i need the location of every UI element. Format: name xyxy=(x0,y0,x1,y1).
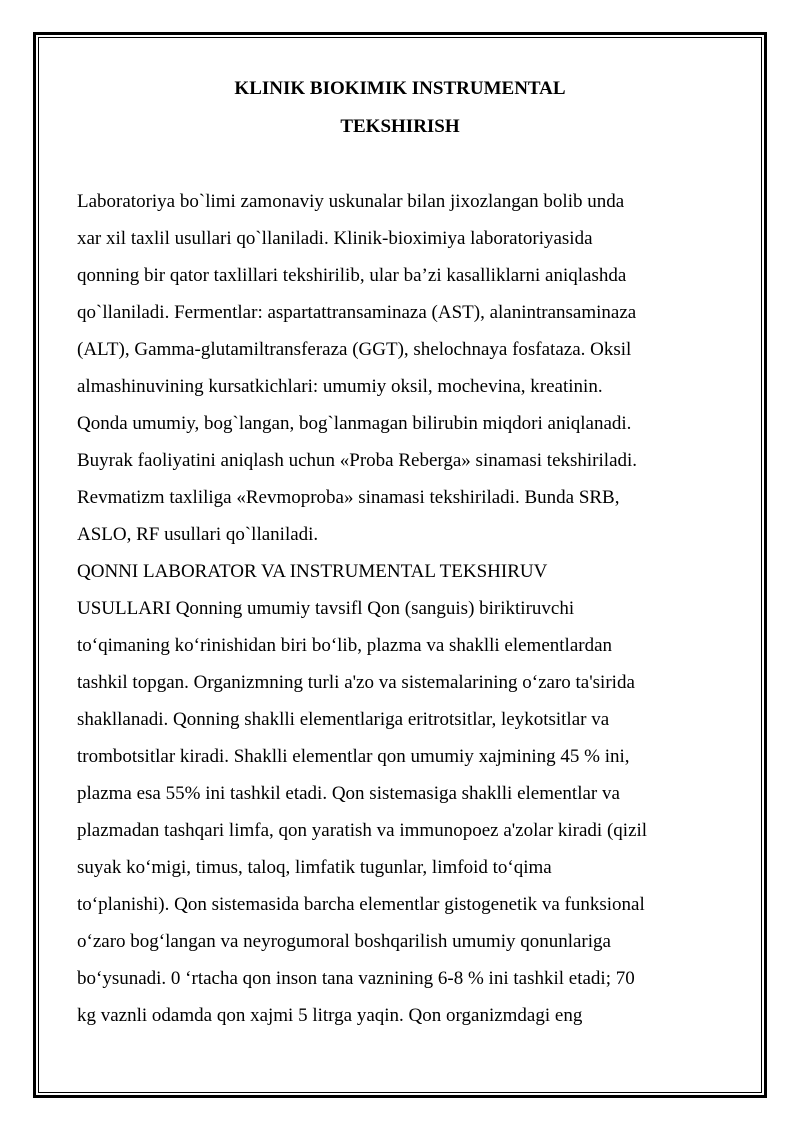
body-line: o‘zaro bog‘langan va neyrogumoral boshqarilish umumiy qonunlariga xyxy=(77,931,611,952)
body-line: plazmadan tashqari limfa, qon yaratish va immunopoez a'zolar kiradi (qizil xyxy=(77,820,648,841)
body-line: Buyrak faoliyatini aniqlash uchun «Proba Reberga» sinamasi tekshiriladi. xyxy=(77,450,638,471)
body-line: USULLARI Qonning umumiy tavsifl Qon (sanguis) biriktiruvchi xyxy=(77,598,575,619)
body-line: trombotsitlar kiradi. Shaklli elementlar qon umumiy xajmining 45 % ini, xyxy=(77,746,630,767)
document-title-line-2: TEKSHIRISH xyxy=(340,116,460,137)
body-line: Qonda umumiy, bog`langan, bog`lanmagan bilirubin miqdori aniqlanadi. xyxy=(77,413,632,434)
body-line: Revmatizm taxliliga «Revmoproba» sinamasi tekshiriladi. Bunda SRB, xyxy=(77,487,620,508)
document-body xyxy=(77,183,737,1034)
body-line: qo`llaniladi. Fermentlar: aspartattransaminaza (AST), alanintransaminaza xyxy=(77,302,637,323)
body-line: to‘qimaning ko‘rinishidan biri bo‘lib, plazma va shaklli elementlardan xyxy=(77,635,613,656)
body-line: qonning bir qator taxlillari tekshirilib, ular ba’zi kasalliklarni aniqlashda xyxy=(77,265,627,286)
body-line: almashinuvining kursatkichlari: umumiy oksil, mochevina, kreatinin. xyxy=(77,376,603,397)
body-line: bo‘ysunadi. 0 ‘rtacha qon inson tana vaznining 6-8 % ini tashkil etadi; 70 xyxy=(77,968,635,989)
body-line: plazma esa 55% ini tashkil etadi. Qon sistemasiga shaklli elementlar va xyxy=(77,783,620,804)
body-line: ASLO, RF usullari qo`llaniladi. xyxy=(77,524,319,545)
body-line: suyak ko‘migi, timus, taloq, limfatik tugunlar, limfoid to‘qima xyxy=(77,857,552,878)
body-line: kg vaznli odamda qon xajmi 5 litrga yaqin. Qon organizmdagi eng xyxy=(77,1005,583,1026)
body-line: shakllanadi. Qonning shaklli elementlariga eritrotsitlar, leykotsitlar va xyxy=(77,709,610,730)
body-line: xar xil taxlil usullari qo`llaniladi. Klinik-bioximiya laboratoriyasida xyxy=(77,228,593,249)
body-line: tashkil topgan. Organizmning turli a'zo va sistemalarining o‘zaro ta'sirida xyxy=(77,672,635,693)
body-line: Laboratoriya bo`limi zamonaviy uskunalar bilan jixozlangan bolib unda xyxy=(77,191,625,212)
document-title-line-1: KLINIK BIOKIMIK INSTRUMENTAL xyxy=(234,78,566,99)
section-heading-line: QONNI LABORATOR VA INSTRUMENTAL TEKSHIRUV xyxy=(77,561,548,582)
body-line: (ALT), Gamma-glutamiltransferaza (GGT), shelochnaya fosfataza. Oksil xyxy=(77,339,632,360)
body-line: to‘planishi). Qon sistemasida barcha elementlar gistogenetik va funksional xyxy=(77,894,645,915)
